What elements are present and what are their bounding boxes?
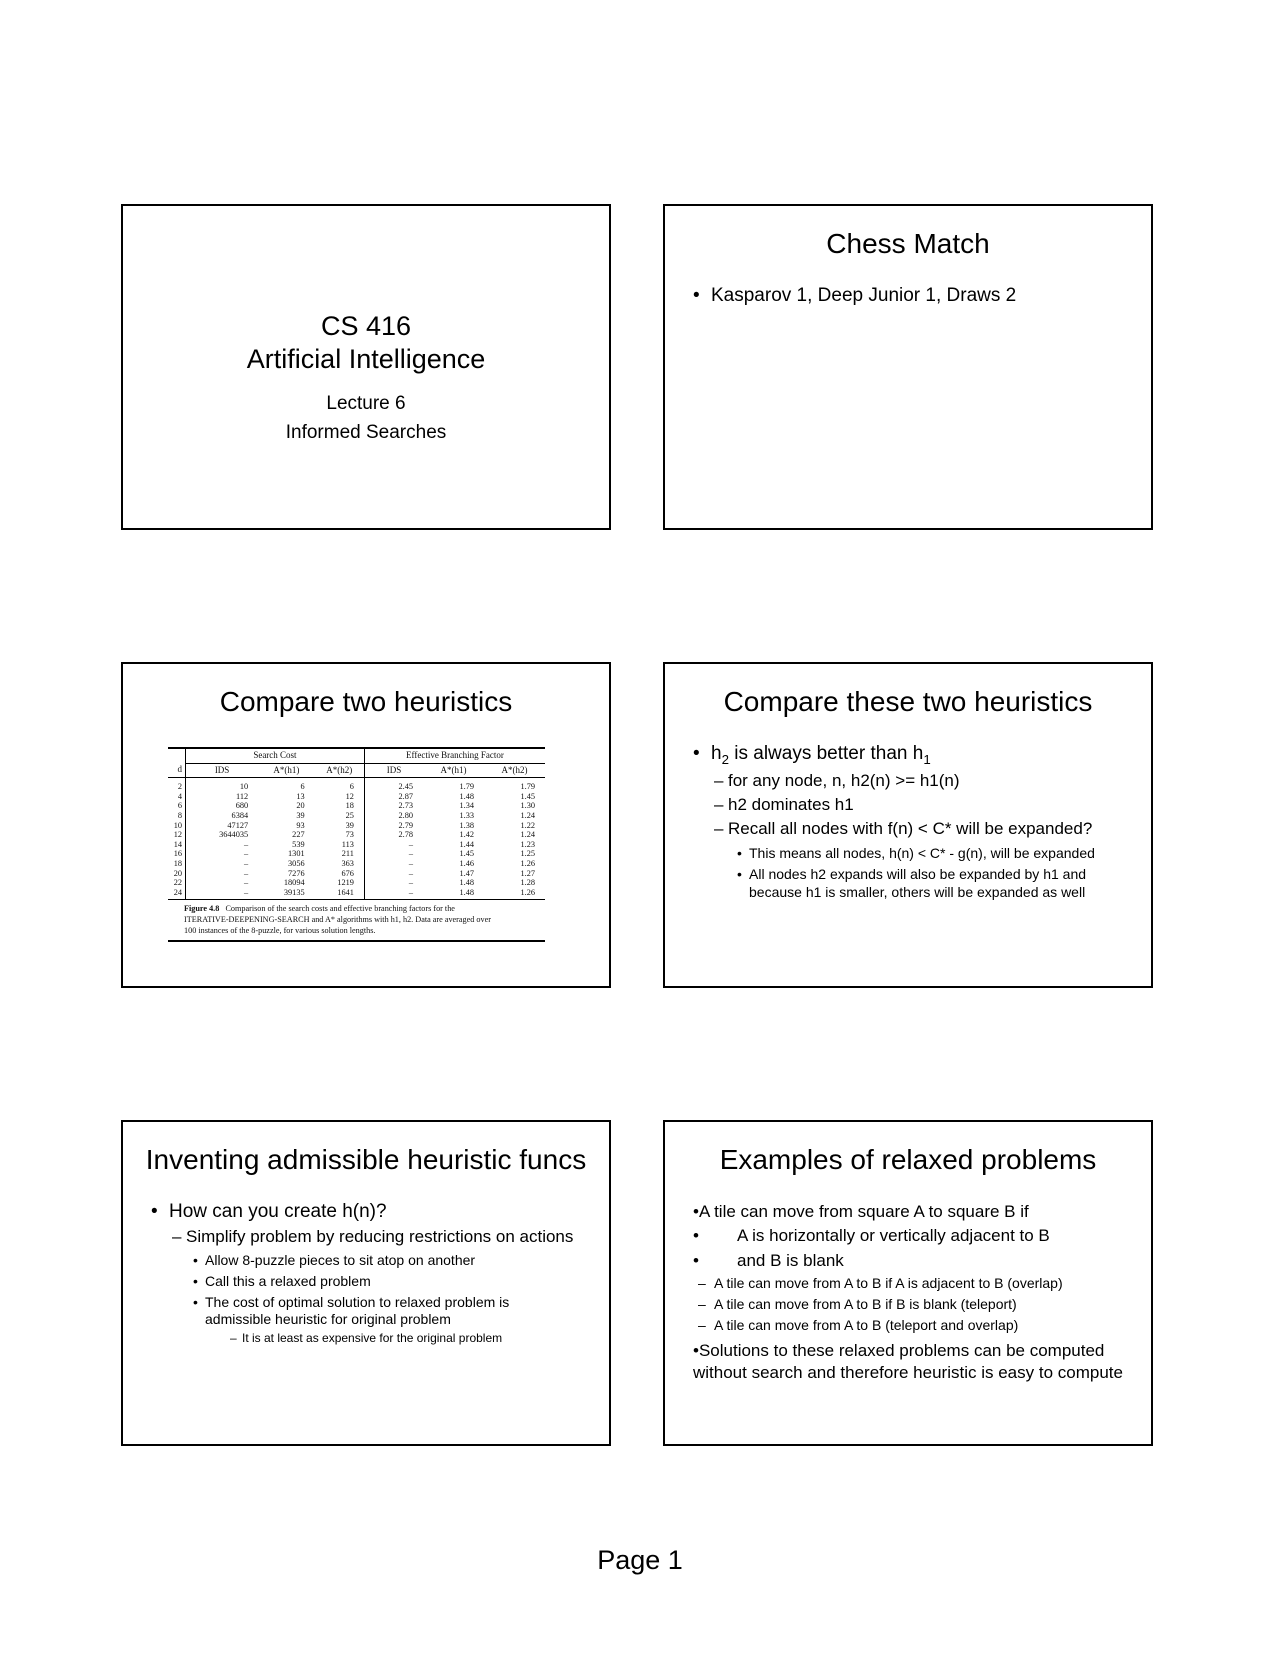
table-cell: 1.25 [520,849,535,859]
table-cell: 6 [168,801,186,811]
bullet-text: h2 dominates h1 [728,795,854,814]
table-cell: – [243,868,249,878]
bullet-text: A tile can move from A to B if A is adjacent to B (overlap) [714,1275,1063,1291]
table-cell: 1.34 [459,801,474,811]
text-line: without search and therefore heuristic is easy to compute [693,1363,1123,1382]
table-cell: – [408,849,414,859]
table-cell: 1.22 [520,820,535,830]
table-cell: 2.87 [398,791,414,801]
table-cell: 1.48 [459,878,474,888]
table-cell: 73 [315,830,365,840]
slide-compare-these-heuristics [663,662,1153,988]
search-cost-table [168,747,545,899]
table-row [168,821,545,831]
table-cell: 1641 [315,888,365,900]
table-cell: 1.79 [459,782,474,792]
bullet-item: • Kasparov 1, Deep Junior 1, Draws 2 [693,285,1017,306]
table-cell: 10 [168,821,186,831]
table-cell: 6 [315,778,365,792]
bullet-text: A tile can move from A to B (teleport and overlap) [714,1317,1019,1333]
bullet-text: Kasparov 1, Deep Junior 1, Draws 2 [711,285,1017,306]
table-cell: – [408,878,414,888]
table-cell: – [408,868,414,878]
table-cell: 13 [296,791,305,801]
table-cell: 1.45 [459,849,474,859]
subscript: 1 [923,751,931,767]
table-row [168,840,545,850]
table-cell: 2.73 [398,801,414,811]
table-cell: 1.24 [520,830,535,840]
table-cell: – [408,839,414,849]
table-cell: 1.48 [459,887,474,897]
table-cell: – [243,887,249,897]
dash-item: – A tile can move from A to B (teleport and overlap) [698,1317,1019,1333]
sub-sub-bullet-item: • Allow 8-puzzle pieces to sit atop on another [193,1252,476,1268]
table-cell: 14 [168,840,186,850]
lecture-topic: Informed Searches [285,422,447,443]
course-code: CS 416 [320,311,412,341]
group-search-cost: Search Cost [186,748,365,763]
table-cell: 2.79 [398,820,414,830]
table-row [168,849,545,859]
lecture-number: Lecture 6 [326,393,406,414]
bullet-text: This means all nodes, h(n) < C* - g(n), will be expanded [749,845,1095,861]
page-number: Page 1 [597,1545,683,1575]
table-cell: 3644035 [219,830,249,840]
slide-heading: Chess Match [826,228,990,259]
search-cost-figure [168,747,545,942]
table-cell: 20 [296,801,305,811]
table-row [168,859,545,869]
table-cell: 4 [168,792,186,802]
table-row [168,878,545,888]
table-cell: – [243,878,249,888]
caption-line: Comparison of the search costs and effective branching factors for the [225,904,455,914]
bullet-text: is always better than h [728,743,924,764]
sub-sub-bullet-item: • All nodes h2 expands will also be expanded by h1 and because h1 is smaller, others will be expanded as well [737,865,1097,901]
table-cell: 539 [292,839,305,849]
table-cell: 1.28 [520,878,535,888]
table-cell: 363 [315,859,365,869]
bullet-text: A tile can move from A to B if B is blank (teleport) [714,1296,1017,1312]
sub-bullet-item: – Recall all nodes with f(n) < C* will be expanded? [714,819,1093,838]
sub-bullet-item: – h2 dominates h1 [714,795,854,814]
slide-heading: Compare two heuristics [219,686,513,717]
table-cell: 22 [168,878,186,888]
table-cell: 8 [168,811,186,821]
bullet-text: for any node, n, h2(n) >= h1(n) [728,771,960,790]
caption-line: 100 instances of the 8-puzzle, for various solution lengths. [184,926,376,936]
bullet-text: How can you create h(n)? [169,1201,387,1222]
table-cell: 1.27 [520,868,535,878]
table-cell: 7276 [288,868,305,878]
table-row [168,801,545,811]
indented-line: • and B is blank [693,1251,844,1270]
table-row [168,888,545,900]
table-cell: 1.46 [459,858,474,868]
bullet-text: Call this a relaxed problem [205,1273,371,1289]
table-cell: 113 [315,840,365,850]
table-cell: 18094 [283,878,305,888]
sub-sub-bullet-item: • The cost of optimal solution to relaxed problem is [193,1294,510,1310]
table-cell: 6384 [231,810,249,820]
indented-line: • A is horizontally or vertically adjacent to B [693,1226,1050,1245]
table-cell: 47127 [227,820,249,830]
slide-compare-heuristics-table [121,662,611,988]
table-cell: – [243,849,249,859]
table-cell: 16 [168,849,186,859]
table-row [168,792,545,802]
table-cell: 12 [315,792,365,802]
table-cell: – [243,839,249,849]
bullet-text: Simplify problem by reducing restrictions on actions [186,1227,574,1246]
course-title [123,310,609,376]
table-row [168,811,545,821]
table-cell: 1.30 [520,801,535,811]
table-cell: 676 [315,869,365,879]
group-branching-factor: Effective Branching Factor [364,748,545,763]
table-cell: 39 [296,810,305,820]
table-cell: – [408,858,414,868]
table-row [168,830,545,840]
table-cell: 680 [235,801,249,811]
table-cell: 1.38 [459,820,474,830]
bullet-text: The cost of optimal solution to relaxed problem is [205,1294,510,1310]
table-cell: 1.26 [520,858,535,868]
table-cell: 18 [315,801,365,811]
slide-chess-match [663,204,1153,530]
table-cell: 20 [168,869,186,879]
table-cell: 2.80 [398,810,414,820]
slide-title [121,204,611,530]
caption-line: ITERATIVE-DEEPENING-SEARCH and A* algorithms with h1, h2. Data are averaged over [184,915,491,925]
column-header: A*(h2) [484,763,545,778]
bullet-text: and B is blank [737,1251,844,1270]
table-row [168,778,545,792]
column-header: A*(h1) [423,763,484,778]
table-cell: 10 [239,782,249,792]
slide-heading: Compare these two heuristics [723,686,1093,717]
dash-item: – A tile can move from A to B if B is blank (teleport) [698,1296,1017,1312]
table-cell: 2.78 [398,830,414,840]
slide-inventing-heuristics [121,1120,611,1446]
slide-relaxed-problems [663,1120,1153,1446]
bullet-text: Recall all nodes with f(n) < C* will be expanded? [728,819,1093,838]
table-cell: 6 [300,782,305,792]
table-row [168,869,545,879]
slide-heading: Inventing admissible heuristic funcs [145,1144,587,1175]
bullet-continuation: admissible heuristic for original problem [205,1311,451,1327]
bullet-text: h [711,743,722,764]
sub-bullet-item: – for any node, n, h2(n) >= h1(n) [714,771,960,790]
table-cell: 25 [315,811,365,821]
bullet-text: A is horizontally or vertically adjacent to B [737,1226,1050,1245]
sub-sub-bullet-item: • Call this a relaxed problem [193,1273,371,1289]
subscript: 2 [721,751,729,767]
caption-label: Figure 4.8 [184,904,220,914]
table-cell: 112 [236,791,249,801]
table-cell: 1.47 [459,868,474,878]
table-cell: 1.23 [520,839,535,849]
table-cell: 1.79 [520,782,535,792]
table-cell: 93 [296,820,305,830]
table-cell: 24 [168,888,186,900]
text-line: •A tile can move from square A to square B if [693,1202,1029,1221]
course-name: Artificial Intelligence [246,344,486,374]
bullet-item: • $h_2$ is always better than $h_1$ [693,743,931,767]
table-cell: – [243,858,249,868]
table-cell: 1219 [315,878,365,888]
text-line: •Solutions to these relaxed problems can be computed [693,1341,1105,1360]
column-header: A*(h2) [315,763,365,778]
bullet-text: All nodes h2 expands will also be expanded by h1 and because h1 is smaller, others will be expanded as well [749,866,1087,900]
column-header: d [168,763,186,778]
slide-heading: Examples of relaxed problems [719,1144,1097,1175]
table-cell: 1.44 [459,839,474,849]
table-cell: 1.24 [520,810,535,820]
dash-item: – A tile can move from A to B if A is adjacent to B (overlap) [698,1275,1063,1291]
table-cell: 18 [168,859,186,869]
table-cell: 2.45 [398,782,414,792]
table-cell: 3056 [288,858,305,868]
table-cell: 39 [315,821,365,831]
table-cell: 211 [315,849,365,859]
column-header: IDS [364,763,423,778]
figure-caption [168,899,545,942]
column-header: A*(h1) [258,763,314,778]
bullet-text: Allow 8-puzzle pieces to sit atop on another [205,1252,476,1268]
table-cell: 39135 [283,887,305,897]
sub-sub-bullet-item: • This means all nodes, h(n) < C* - g(n), will be expanded [737,845,1095,861]
table-cell: 1301 [288,849,305,859]
table-cell: 12 [168,830,186,840]
column-header: IDS [186,763,259,778]
table-cell: 1.42 [459,830,474,840]
table-cell: 1.33 [459,810,474,820]
table-cell: 1.45 [520,791,535,801]
level4-bullet-item: – It is at least as expensive for the original problem [230,1331,503,1345]
table-cell: – [408,887,414,897]
sub-bullet-item: – Simplify problem by reducing restrictions on actions [172,1227,574,1246]
table-cell: 1.48 [459,791,474,801]
table-cell: 1.26 [520,887,535,897]
table-cell: 2 [168,778,186,792]
bullet-item: • How can you create h(n)? [151,1201,387,1222]
bullet-text: It is at least as expensive for the original problem [242,1331,503,1345]
table-cell: 227 [292,830,305,840]
